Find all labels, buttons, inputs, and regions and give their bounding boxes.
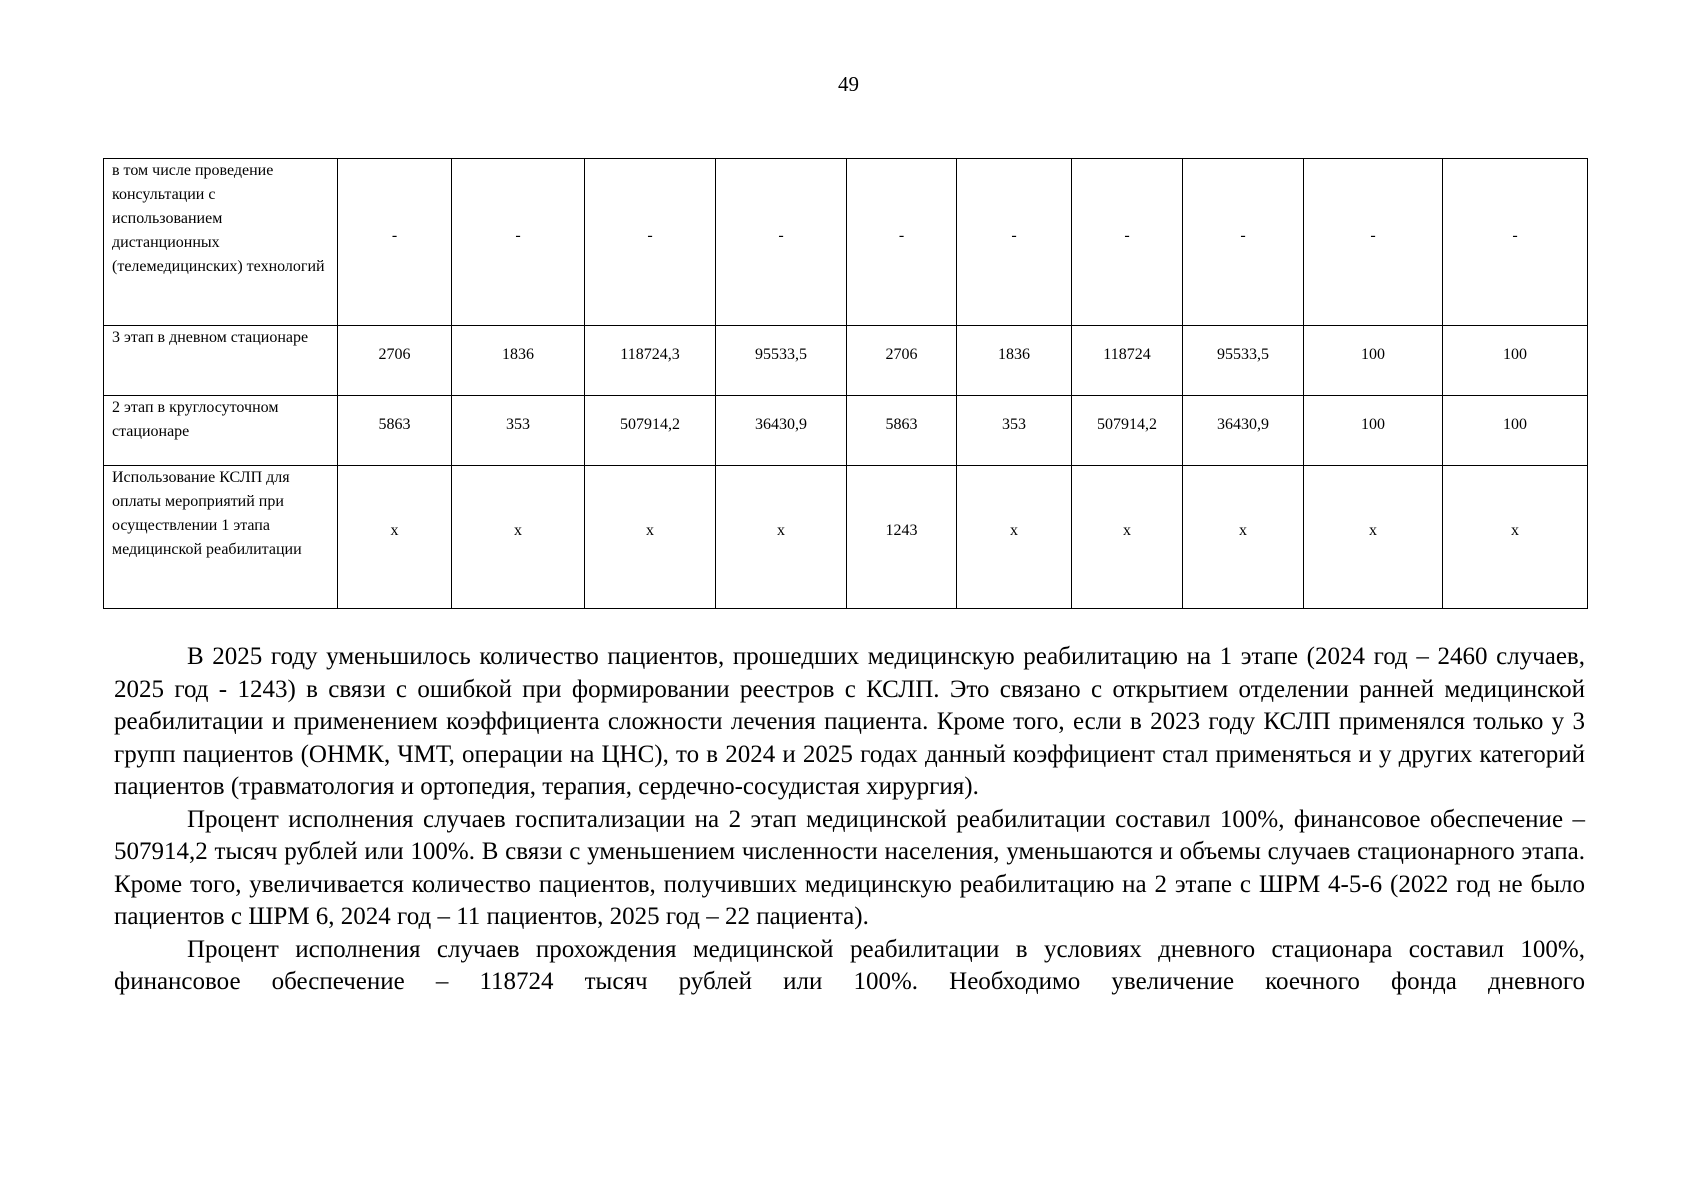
table-cell: - xyxy=(957,159,1072,326)
table-row xyxy=(104,466,1588,609)
table-cell: - xyxy=(1183,159,1304,326)
table-cell: 1243 xyxy=(847,466,957,609)
table-cell: - xyxy=(338,159,452,326)
table-cell: 100 xyxy=(1443,396,1588,466)
table-cell: - xyxy=(1304,159,1443,326)
table-row xyxy=(104,159,1588,326)
table-cell: 353 xyxy=(957,396,1072,466)
table-cell: х xyxy=(338,466,452,609)
table-cell: 36430,9 xyxy=(1183,396,1304,466)
table-cell: х xyxy=(1072,466,1183,609)
table-cell: - xyxy=(716,159,847,326)
table-cell: х xyxy=(1304,466,1443,609)
body-text xyxy=(114,641,1585,999)
table-cell: х xyxy=(585,466,716,609)
table-cell: - xyxy=(1072,159,1183,326)
table-cell: 1836 xyxy=(957,326,1072,396)
table-cell: х xyxy=(452,466,585,609)
row-label: 2 этап в круглосуточном стационаре xyxy=(104,396,338,466)
paragraph: Процент исполнения случаев прохождения медицинской реабилитации в условиях дневного стационара составил 100%, финансовое обеспечение – 118724 тысяч рублей или 100%. Необходимо увеличение коечного фонда дневного xyxy=(114,935,1585,995)
row-label: 3 этап в дневном стационаре xyxy=(104,326,338,396)
table-cell: х xyxy=(1443,466,1588,609)
table-cell: 2706 xyxy=(338,326,452,396)
table-cell: 507914,2 xyxy=(585,396,716,466)
table-cell: 507914,2 xyxy=(1072,396,1183,466)
table-cell: 5863 xyxy=(847,396,957,466)
paragraph: Процент исполнения случаев госпитализации на 2 этап медицинской реабилитации составил 100%, финансовое обеспечение – 507914,2 тысяч рублей или 100%. В связи с уменьшением численности населения, уменьшаются и объемы случаев стационарного этапа. Кроме того, увеличивается количество пациентов, получивших медицинскую реабилитацию на 2 этапе с ШРМ 4-5-6 (2022 год не было пациентов с ШРМ 6, 2024 год – 11 пациентов, 2025 год – 22 пациента). xyxy=(114,805,1585,930)
table-cell: 1836 xyxy=(452,326,585,396)
table-cell: - xyxy=(847,159,957,326)
table-cell: 100 xyxy=(1304,326,1443,396)
table-cell: х xyxy=(716,466,847,609)
row-label: Использование КСЛП для оплаты мероприятий при осуществлении 1 этапа медицинской реабилитации xyxy=(104,466,338,609)
table-cell: х xyxy=(957,466,1072,609)
table-cell: 353 xyxy=(452,396,585,466)
table-cell: - xyxy=(1443,159,1588,326)
table-cell: - xyxy=(585,159,716,326)
table-cell: 95533,5 xyxy=(1183,326,1304,396)
table-cell: 100 xyxy=(1443,326,1588,396)
table-cell: 36430,9 xyxy=(716,396,847,466)
paragraph: В 2025 году уменьшилось количество пациентов, прошедших медицинскую реабилитацию на 1 этапе (2024 год – 2460 случаев, 2025 год - 1243) в связи с ошибкой при формировании реестров с КСЛП. Это связано с открытием отделении ранней медицинской реабилитации и применением коэффициента сложности лечения пациента. Кроме того, если в 2023 году КСЛП применялся только у 3 групп пациентов (ОНМК, ЧМТ, операции на ЦНС), то в 2024 и 2025 годах данный коэффициент стал применяться и у других категорий пациентов (травматология и ортопедия, терапия, сердечно-сосудистая хирургия). xyxy=(114,643,1585,800)
table-cell: 118724 xyxy=(1072,326,1183,396)
page-number: 49 xyxy=(838,72,859,96)
table-cell: 2706 xyxy=(847,326,957,396)
table-cell: 100 xyxy=(1304,396,1443,466)
data-table xyxy=(103,158,1588,609)
table-cell: х xyxy=(1183,466,1304,609)
table-row xyxy=(104,326,1588,396)
row-label: в том числе проведение консультации с использованием дистанционных (телемедицинских) технологий xyxy=(104,159,338,326)
table-cell: 5863 xyxy=(338,396,452,466)
table-cell: 118724,3 xyxy=(585,326,716,396)
table-row xyxy=(104,396,1588,466)
table-cell: 95533,5 xyxy=(716,326,847,396)
table-cell: - xyxy=(452,159,585,326)
